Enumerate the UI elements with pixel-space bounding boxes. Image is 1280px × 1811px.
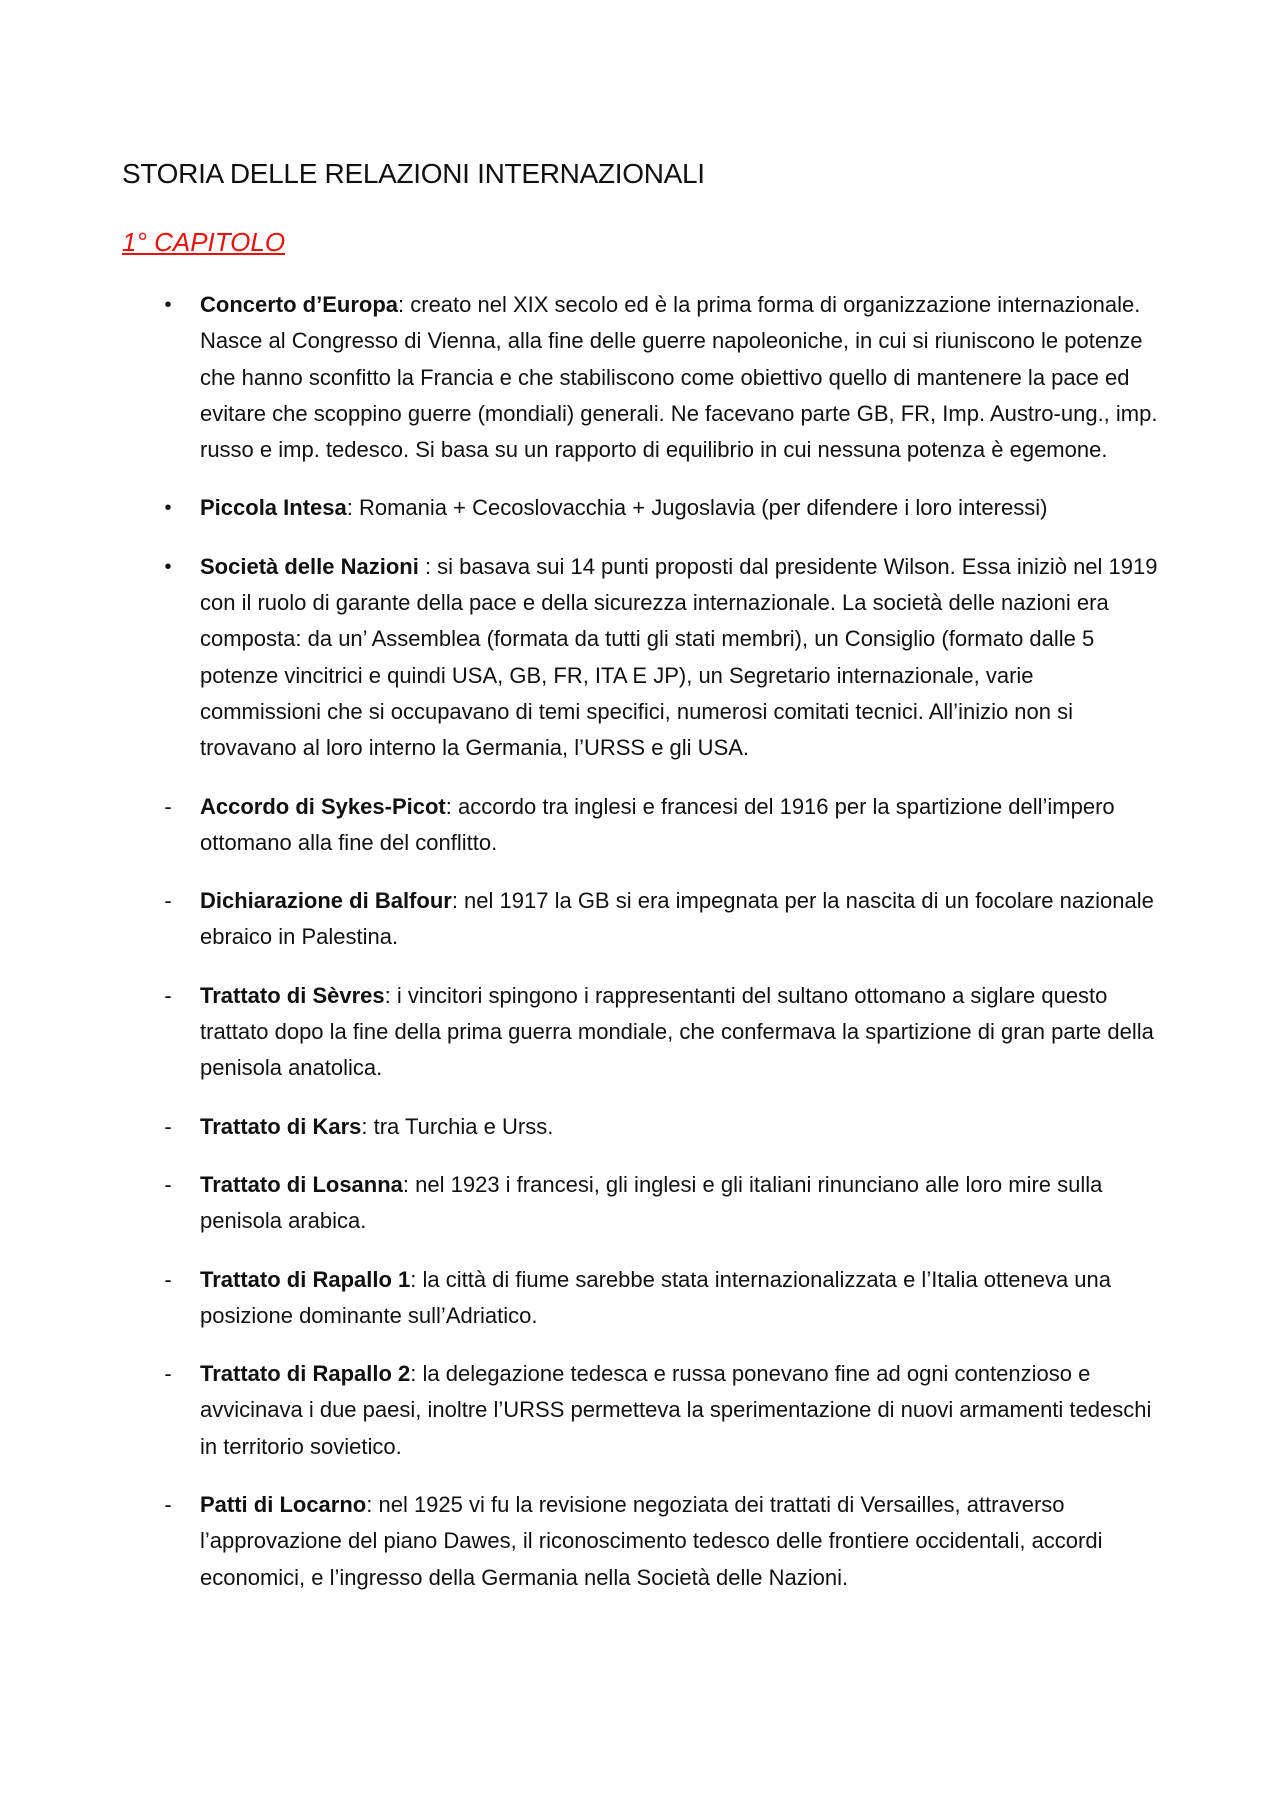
item-term: Trattato di Rapallo 2 [200,1361,411,1387]
dash-marker: - [164,888,172,914]
item-description: : si basava sui 14 punti proposti dal presidente Wilson. Essa iniziò nel 1919 con il ruolo di garante della pace e della sicurezza internazionale. La società delle nazioni era composta: da un’ Assemblea (formata da tutti gli stati membri), un Consiglio (formato dalle 5 potenze vincitrici e quindi USA, GB, FR, ITA E JP), un Segretario internazionale, varie commissioni che si occupavano di temi specifici, numerosi comitati tecnici. All’inizio non si trovavano al loro interno la Germania, l’URSS e gli USA. [200,553,1158,761]
list-item [0,490,1160,526]
list-item [0,1356,1160,1465]
item-description: : i vincitori spingono i rappresentanti del sultano ottomano a siglare questo trattato dopo la fine della prima guerra mondiale, che confermava la spartizione di gran parte della penisola anatolica. [200,982,1154,1081]
list-item [0,883,1160,956]
bullet-marker: • [164,497,172,520]
chapter-heading: 1° CAPITOLO [122,227,286,257]
bullet-marker: • [164,294,172,316]
dash-marker: - [164,1361,172,1387]
item-description: : nel 1923 i francesi, gli inglesi e gli italiani rinunciano alle loro mire sulla penisola arabica. [200,1171,1103,1234]
item-term: Accordo di Sykes-Picot [200,793,446,819]
list-item [0,1109,1160,1145]
item-term: Trattato di Rapallo 1 [200,1266,411,1292]
list-item [0,549,1160,767]
item-term: Patti di Locarno [200,1492,367,1518]
item-term: Trattato di Losanna [200,1171,403,1197]
item-term: Trattato di Kars [200,1113,362,1139]
list-item [0,1167,1160,1240]
list-item [0,1487,1160,1596]
item-description: : la città di fiume sarebbe stata internazionalizzata e l’Italia otteneva una posizione dominante sull’Adriatico. [200,1266,1112,1328]
item-term: Dichiarazione di Balfour [200,888,452,914]
list-item [0,287,1160,468]
item-description: : tra Turchia e Urss. [361,1113,554,1139]
item-term: Concerto d’Europa [200,292,399,317]
item-description: : accordo tra inglesi e francesi del 1916 per la spartizione dell’impero ottomano alla fine del conflitto. [200,793,1115,855]
list-item [0,1262,1160,1335]
dash-marker: - [164,1266,172,1292]
dash-marker: - [164,1492,172,1518]
dash-marker: - [164,1113,172,1139]
item-description: : nel 1917 la GB si era impegnata per la nascita di un focolare nazionale ebraico in Palestina. [200,888,1154,950]
item-term: Piccola Intesa [200,495,347,521]
list-item [0,978,1160,1087]
dash-marker: - [164,982,172,1008]
item-description: : creato nel XIX secolo ed è la prima forma di organizzazione internazionale. Nasce al Congresso di Vienna, alla fine delle guerre napoleoniche, in cui si riuniscono le potenze che hanno sconfitto la Francia e che stabiliscono come obiettivo quello di mantenere la pace ed evitare che scoppino guerre (mondiali) generali. Ne facevano parte GB, FR, Imp. Austro-ung., imp. russo e imp. tedesco. Si basa su un rapporto di equilibrio in cui nessuna potenza è egemone. [200,292,1158,463]
bullet-marker: • [164,555,172,578]
dash-marker: - [164,793,172,819]
list-item [0,789,1160,862]
item-description: : nel 1925 vi fu la revisione negoziata dei trattati di Versailles, attraverso l’approvazione del piano Dawes, il riconoscimento tedesco delle frontiere occidentali, accordi economici, e l’ingresso della Germania nella Società delle Nazioni. [200,1492,1103,1590]
dash-marker: - [164,1171,172,1197]
document-title: STORIA DELLE RELAZIONI INTERNAZIONALI [122,158,705,189]
item-term: Società delle Nazioni [200,553,419,579]
item-description: : Romania + Cecoslovacchia + Jugoslavia (per difendere i loro interessi) [346,495,1048,521]
item-term: Trattato di Sèvres [200,982,385,1008]
topic-list [0,287,1280,1618]
item-description: : la delegazione tedesca e russa ponevano fine ad ogni contenzioso e avvicinava i due paesi, inoltre l’URSS permetteva la sperimentazione di nuovi armamenti tedeschi in territorio sovietico. [200,1361,1152,1459]
